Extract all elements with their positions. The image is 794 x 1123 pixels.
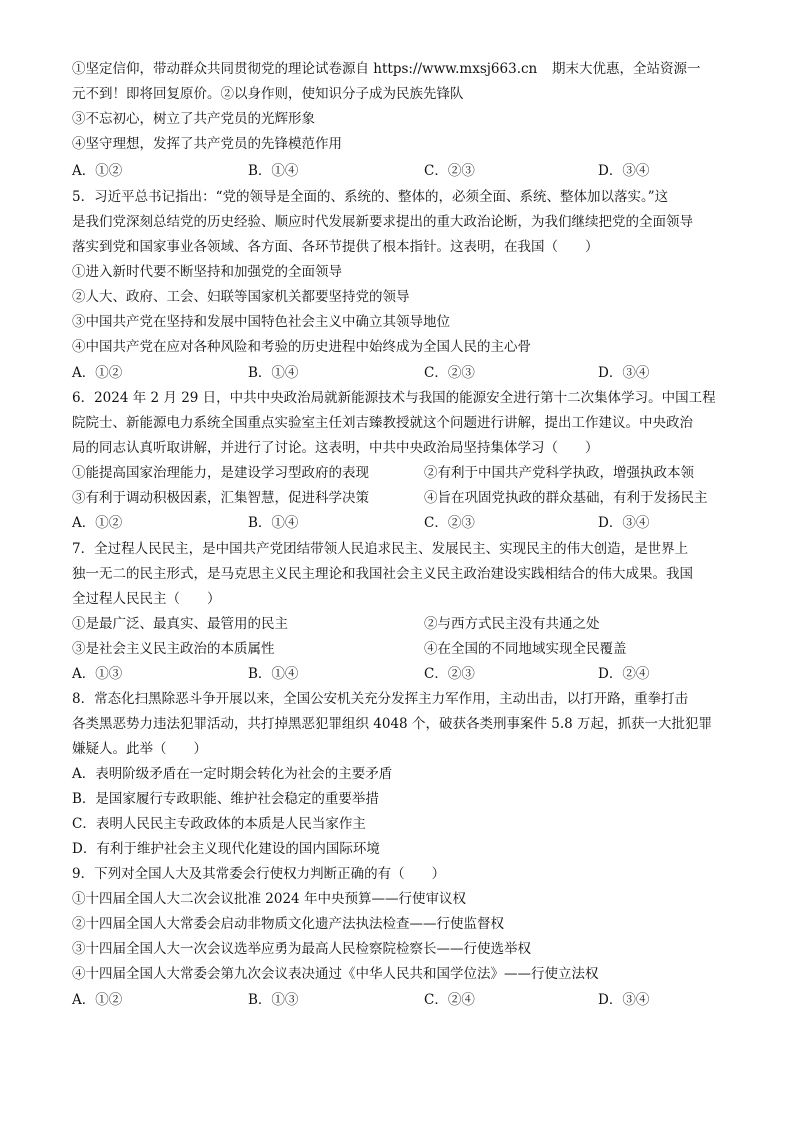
q7-choice-d[interactable]: D．②④ bbox=[598, 666, 650, 682]
q4-item3: ③不忘初心，树立了共产党员的光辉形象 bbox=[72, 111, 315, 127]
q7-stem-line1: 7．全过程人民民主，是中国共产党团结带领人民追求民主、发展民主、实现民主的伟大创造，是世界上 bbox=[72, 541, 689, 557]
q4-item4: ④坚守理想，发挥了共产党员的先锋模范作用 bbox=[72, 136, 342, 152]
q6-stem-line1: 6．2024 年 2 月 29 日，中共中央政治局就新能源技术与我国的能源安全进行第十二次集体学习。中国工程 bbox=[72, 390, 716, 406]
q6-choice-d[interactable]: D．③④ bbox=[598, 515, 650, 531]
q6-item4: ④旨在巩固党执政的群众基础，有利于发扬民主 bbox=[424, 490, 708, 506]
q6-item1: ①能提高国家治理能力，是建设学习型政府的表现 bbox=[72, 465, 369, 481]
q9-choice-a[interactable]: A．①② bbox=[72, 992, 123, 1008]
q5-stem-line2: 是我们党深刻总结党的历史经验、顺应时代发展新要求提出的重大政治论断，为我们继续把党的全面领导 bbox=[72, 214, 693, 230]
q5-item1: ①进入新时代要不断坚持和加强党的全面领导 bbox=[72, 264, 342, 280]
q7-item1: ①是最广泛、最真实、最管用的民主 bbox=[72, 616, 288, 632]
q5-choice-d[interactable]: D．③④ bbox=[598, 365, 650, 381]
q9-item1: ①十四届全国人大二次会议批准 2024 年中央预算——行使审议权 bbox=[72, 891, 466, 907]
q4-item-line2: 元不到！即将回复原价。②以身作则，使知识分子成为民族先锋队 bbox=[72, 86, 464, 102]
q4-item-line1 bbox=[72, 60, 537, 78]
q9-item4: ④十四届全国人大常委会第九次会议表决通过《中华人民共和国学位法》——行使立法权 bbox=[72, 966, 599, 982]
q7-choice-a[interactable]: A．①③ bbox=[72, 666, 123, 682]
q6-choice-c[interactable]: C．②③ bbox=[424, 515, 475, 531]
q9-item2: ②十四届全国人大常委会启动非物质文化遗产法执法检查——行使监督权 bbox=[72, 916, 504, 932]
q6-stem-line2: 院院士、新能源电力系统全国重点实验室主任刘吉臻教授就这个问题进行讲解，提出工作建议。中央政治 bbox=[72, 415, 693, 431]
q6-choices bbox=[72, 514, 724, 532]
q9-choice-d[interactable]: D．③④ bbox=[598, 992, 650, 1008]
q7-choices bbox=[72, 665, 724, 683]
q5-item3: ③中国共产党在坚持和发展中国特色社会主义中确立其领导地位 bbox=[72, 314, 450, 330]
q4-choices bbox=[72, 162, 724, 180]
q4-choice-c[interactable]: C．②③ bbox=[424, 163, 475, 179]
q7-stem-line2: 独一无二的民主形式，是马克思主义民主理论和我国社会主义民主政治建设实践相结合的伟大成果。我国 bbox=[72, 566, 693, 582]
q5-choice-a[interactable]: A．①② bbox=[72, 365, 123, 381]
q4-choice-a[interactable]: A．①② bbox=[72, 163, 123, 179]
q6-choice-b[interactable]: B．①④ bbox=[248, 515, 299, 531]
q8-stem-line2: 各类黑恶势力违法犯罪活动，共打掉黑恶犯罪组织 4048 个，破获各类刑事案件 5.8 万起，抓获一大批犯罪 bbox=[72, 716, 712, 732]
q9-choice-c[interactable]: C．②④ bbox=[424, 992, 475, 1008]
q7-choice-c[interactable]: C．②③ bbox=[424, 666, 475, 682]
q9-stem: 9．下列对全国人大及其常委会行使权力判断正确的有（ ） bbox=[72, 866, 446, 882]
q5-stem-line1: 5．习近平总书记指出：“党的领导是全面的、系统的、整体的，必须全面、系统、整体加以落实。”这 bbox=[72, 189, 669, 205]
q6-item3: ③有利于调动积极因素，汇集智慧，促进科学决策 bbox=[72, 490, 369, 506]
q7-item2: ②与西方式民主没有共通之处 bbox=[424, 616, 600, 632]
q5-choices bbox=[72, 364, 724, 382]
q8-stem-line3: 嫌疑人。此举（ ） bbox=[72, 741, 207, 757]
q9-item3: ③十四届全国人大一次会议选举应勇为最高人民检察院检察长——行使选举权 bbox=[72, 941, 531, 957]
q4-item1-text: ①坚定信仰，带动群众共同贯彻党的理论试卷源自 https://www.mxsj663.cn bbox=[72, 61, 538, 77]
q8-option-d[interactable]: D．有利于维护社会主义现代化建设的国内国际环境 bbox=[72, 841, 380, 857]
q7-items-row1 bbox=[72, 615, 724, 633]
q5-item4: ④中国共产党在应对各种风险和考验的历史进程中始终成为全国人民的主心骨 bbox=[72, 339, 531, 355]
q5-choice-b[interactable]: B．①④ bbox=[248, 365, 299, 381]
q6-items-row2 bbox=[72, 489, 724, 507]
q7-item4: ④在全国的不同地域实现全民覆盖 bbox=[424, 641, 627, 657]
q9-choices bbox=[72, 991, 724, 1009]
q4-choice-d[interactable]: D．③④ bbox=[598, 163, 650, 179]
q5-item2: ②人大、政府、工会、妇联等国家机关都要坚持党的领导 bbox=[72, 289, 410, 305]
q5-choice-c[interactable]: C．②③ bbox=[424, 365, 475, 381]
q6-choice-a[interactable]: A．①② bbox=[72, 515, 123, 531]
q4-promo-text: 期末大优惠，全站资源一 bbox=[552, 61, 701, 77]
q7-items-row2 bbox=[72, 640, 724, 658]
q6-items-row1 bbox=[72, 464, 724, 482]
q8-option-b[interactable]: B．是国家履行专政职能、维护社会稳定的重要举措 bbox=[72, 791, 379, 807]
q7-choice-b[interactable]: B．①④ bbox=[248, 666, 299, 682]
q9-choice-b[interactable]: B．①③ bbox=[248, 992, 299, 1008]
q4-choice-b[interactable]: B．①④ bbox=[248, 163, 299, 179]
q5-stem-line3: 落实到党和国家事业各领域、各方面、各环节提供了根本指针。这表明，在我国（ ） bbox=[72, 239, 599, 255]
q8-option-a[interactable]: A．表明阶级矛盾在一定时期会转化为社会的主要矛盾 bbox=[72, 766, 393, 782]
q8-stem-line1: 8．常态化扫黑除恶斗争开展以来，全国公安机关充分发挥主力军作用，主动出击，以打开路，重拳打击 bbox=[72, 691, 689, 707]
q6-item2: ②有利于中国共产党科学执政，增强执政本领 bbox=[424, 465, 694, 481]
q8-option-c[interactable]: C．表明人民民主专政政体的本质是人民当家作主 bbox=[72, 816, 366, 832]
q7-stem-line3: 全过程人民民主（ ） bbox=[72, 591, 221, 607]
q6-stem-line3: 局的同志认真听取讲解，并进行了讨论。这表明，中共中央政治局坚持集体学习（ ） bbox=[72, 440, 599, 456]
q7-item3: ③是社会主义民主政治的本质属性 bbox=[72, 641, 275, 657]
